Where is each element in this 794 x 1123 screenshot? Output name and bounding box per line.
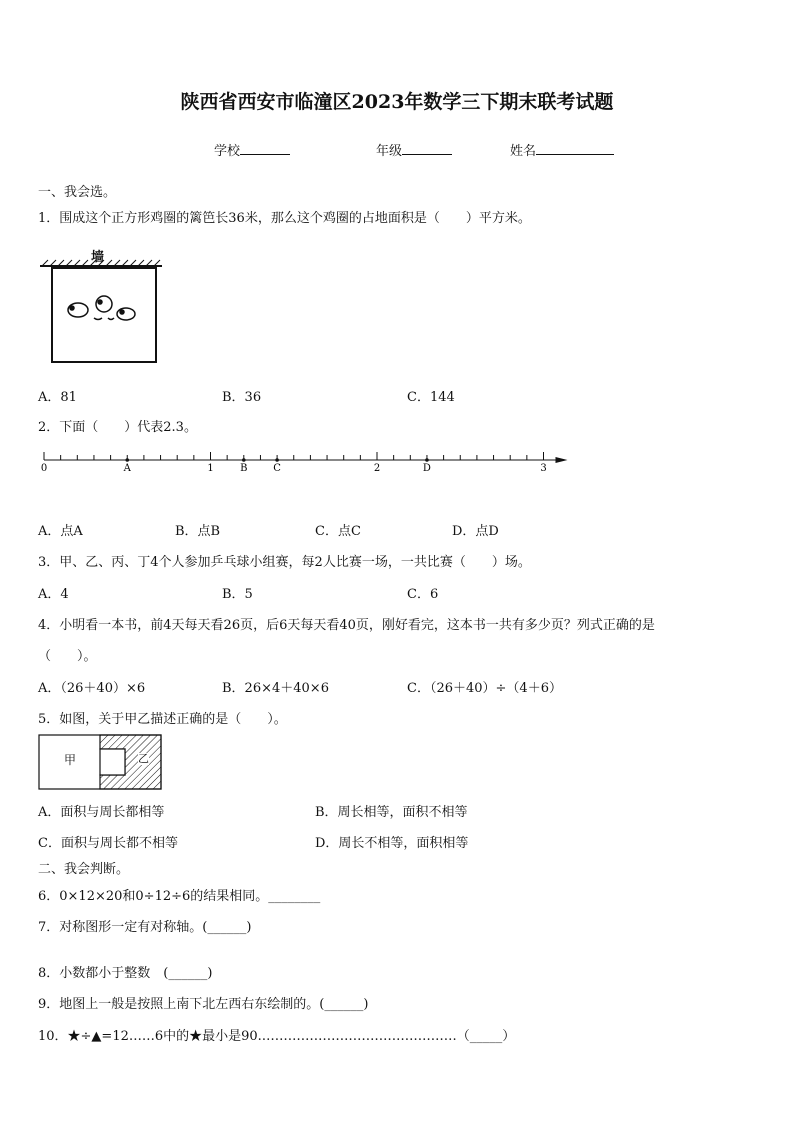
number-line-point-label: C [273, 463, 281, 474]
q2-option-d[interactable]: D．点D [452, 524, 499, 539]
number-line-number: 0 [40, 463, 48, 474]
number-line-point-label: D [422, 463, 431, 474]
question-5: 5．如图，关于甲乙描述正确的是（ ）。 [38, 712, 287, 727]
number-line-point-label: B [240, 463, 248, 474]
question-4: 4．小明看一本书，前4天每天看26页，后6天每天看40页，刚好看完，这本书一共有多少页？列式正确的是 [38, 618, 655, 633]
q3-option-a[interactable]: A．4 [38, 587, 69, 602]
q4-option-b[interactable]: B．26×4＋40×6 [222, 681, 329, 696]
number-line-point [125, 458, 129, 462]
q4-option-a[interactable]: A．（26＋40）×6 [38, 681, 146, 696]
question-4-continued: （ ）。 [38, 649, 97, 664]
q5-option-d[interactable]: D．周长不相等，面积相等 [315, 836, 469, 851]
question-2: 2．下面（ ）代表2.3。 [38, 420, 197, 435]
question-9: 9．地图上一般是按照上南下北左西右东绘制的。(______) [38, 997, 369, 1012]
number-line-point [242, 458, 246, 462]
q3-option-c[interactable]: C．6 [407, 587, 439, 602]
q2-option-c[interactable]: C．点C [315, 524, 361, 539]
number-line-point [425, 458, 429, 462]
q1-option-b[interactable]: B．36 [222, 390, 262, 405]
chicken-icon [68, 296, 135, 320]
question-1: 1．围成这个正方形鸡圈的篱笆长36米，那么这个鸡圈的占地面积是（ ）平方米。 [38, 211, 531, 226]
q4-option-c[interactable]: C．（26＋40）÷（4＋6） [407, 681, 562, 696]
yi-label: 乙 [138, 752, 149, 765]
question-10: 10．★÷▲=12……6中的★最小是90.………………………………………（_____） [38, 1029, 516, 1044]
grade-field [376, 140, 452, 159]
name-blank[interactable] [536, 142, 614, 155]
school-label: 学校 [214, 144, 241, 159]
q2-option-b[interactable]: B．点B [175, 524, 221, 539]
q5-option-c[interactable]: C．面积与周长都不相等 [38, 836, 178, 851]
q1-option-c[interactable]: C．144 [407, 390, 455, 405]
number-line [38, 444, 568, 478]
arrow-icon [556, 457, 568, 463]
q3-option-b[interactable]: B．5 [222, 587, 253, 602]
name-field [510, 140, 614, 159]
question-7: 7．对称图形一定有对称轴。(______) [38, 920, 252, 935]
section-1-heading: 一、我会选。 [38, 185, 117, 200]
section-2-heading: 二、我会判断。 [38, 862, 130, 877]
q5-option-b[interactable]: B．周长相等，面积不相等 [315, 805, 468, 820]
grade-blank[interactable] [402, 142, 452, 155]
grade-label: 年级 [376, 144, 403, 159]
jia-label: 甲 [64, 753, 77, 767]
number-line-number: 1 [207, 463, 214, 474]
q5-option-a[interactable]: A．面积与周长都相等 [38, 805, 165, 820]
number-line-point-label: A [123, 463, 131, 474]
number-line-number: 3 [540, 463, 547, 474]
number-line-point [275, 458, 279, 462]
page-title: 陕西省西安市临潼区2023年数学三下期末联考试题 [180, 91, 614, 113]
q2-option-a[interactable]: A．点A [38, 524, 83, 539]
question-3: 3．甲、乙、丙、丁4个人参加乒乓球小组赛，每2人比赛一场，一共比赛（ ）场。 [38, 555, 531, 570]
wall-label: 墙 [91, 250, 105, 265]
school-field [214, 140, 290, 159]
name-label: 姓名 [510, 144, 537, 159]
q1-option-a[interactable]: A．81 [38, 390, 77, 405]
question-6: 6．0×12×20和0÷12÷6的结果相同。________ [38, 889, 321, 904]
question-8: 8．小数都小于整数 (______) [38, 966, 213, 981]
number-line-number: 2 [373, 463, 381, 474]
school-blank[interactable] [240, 142, 290, 155]
